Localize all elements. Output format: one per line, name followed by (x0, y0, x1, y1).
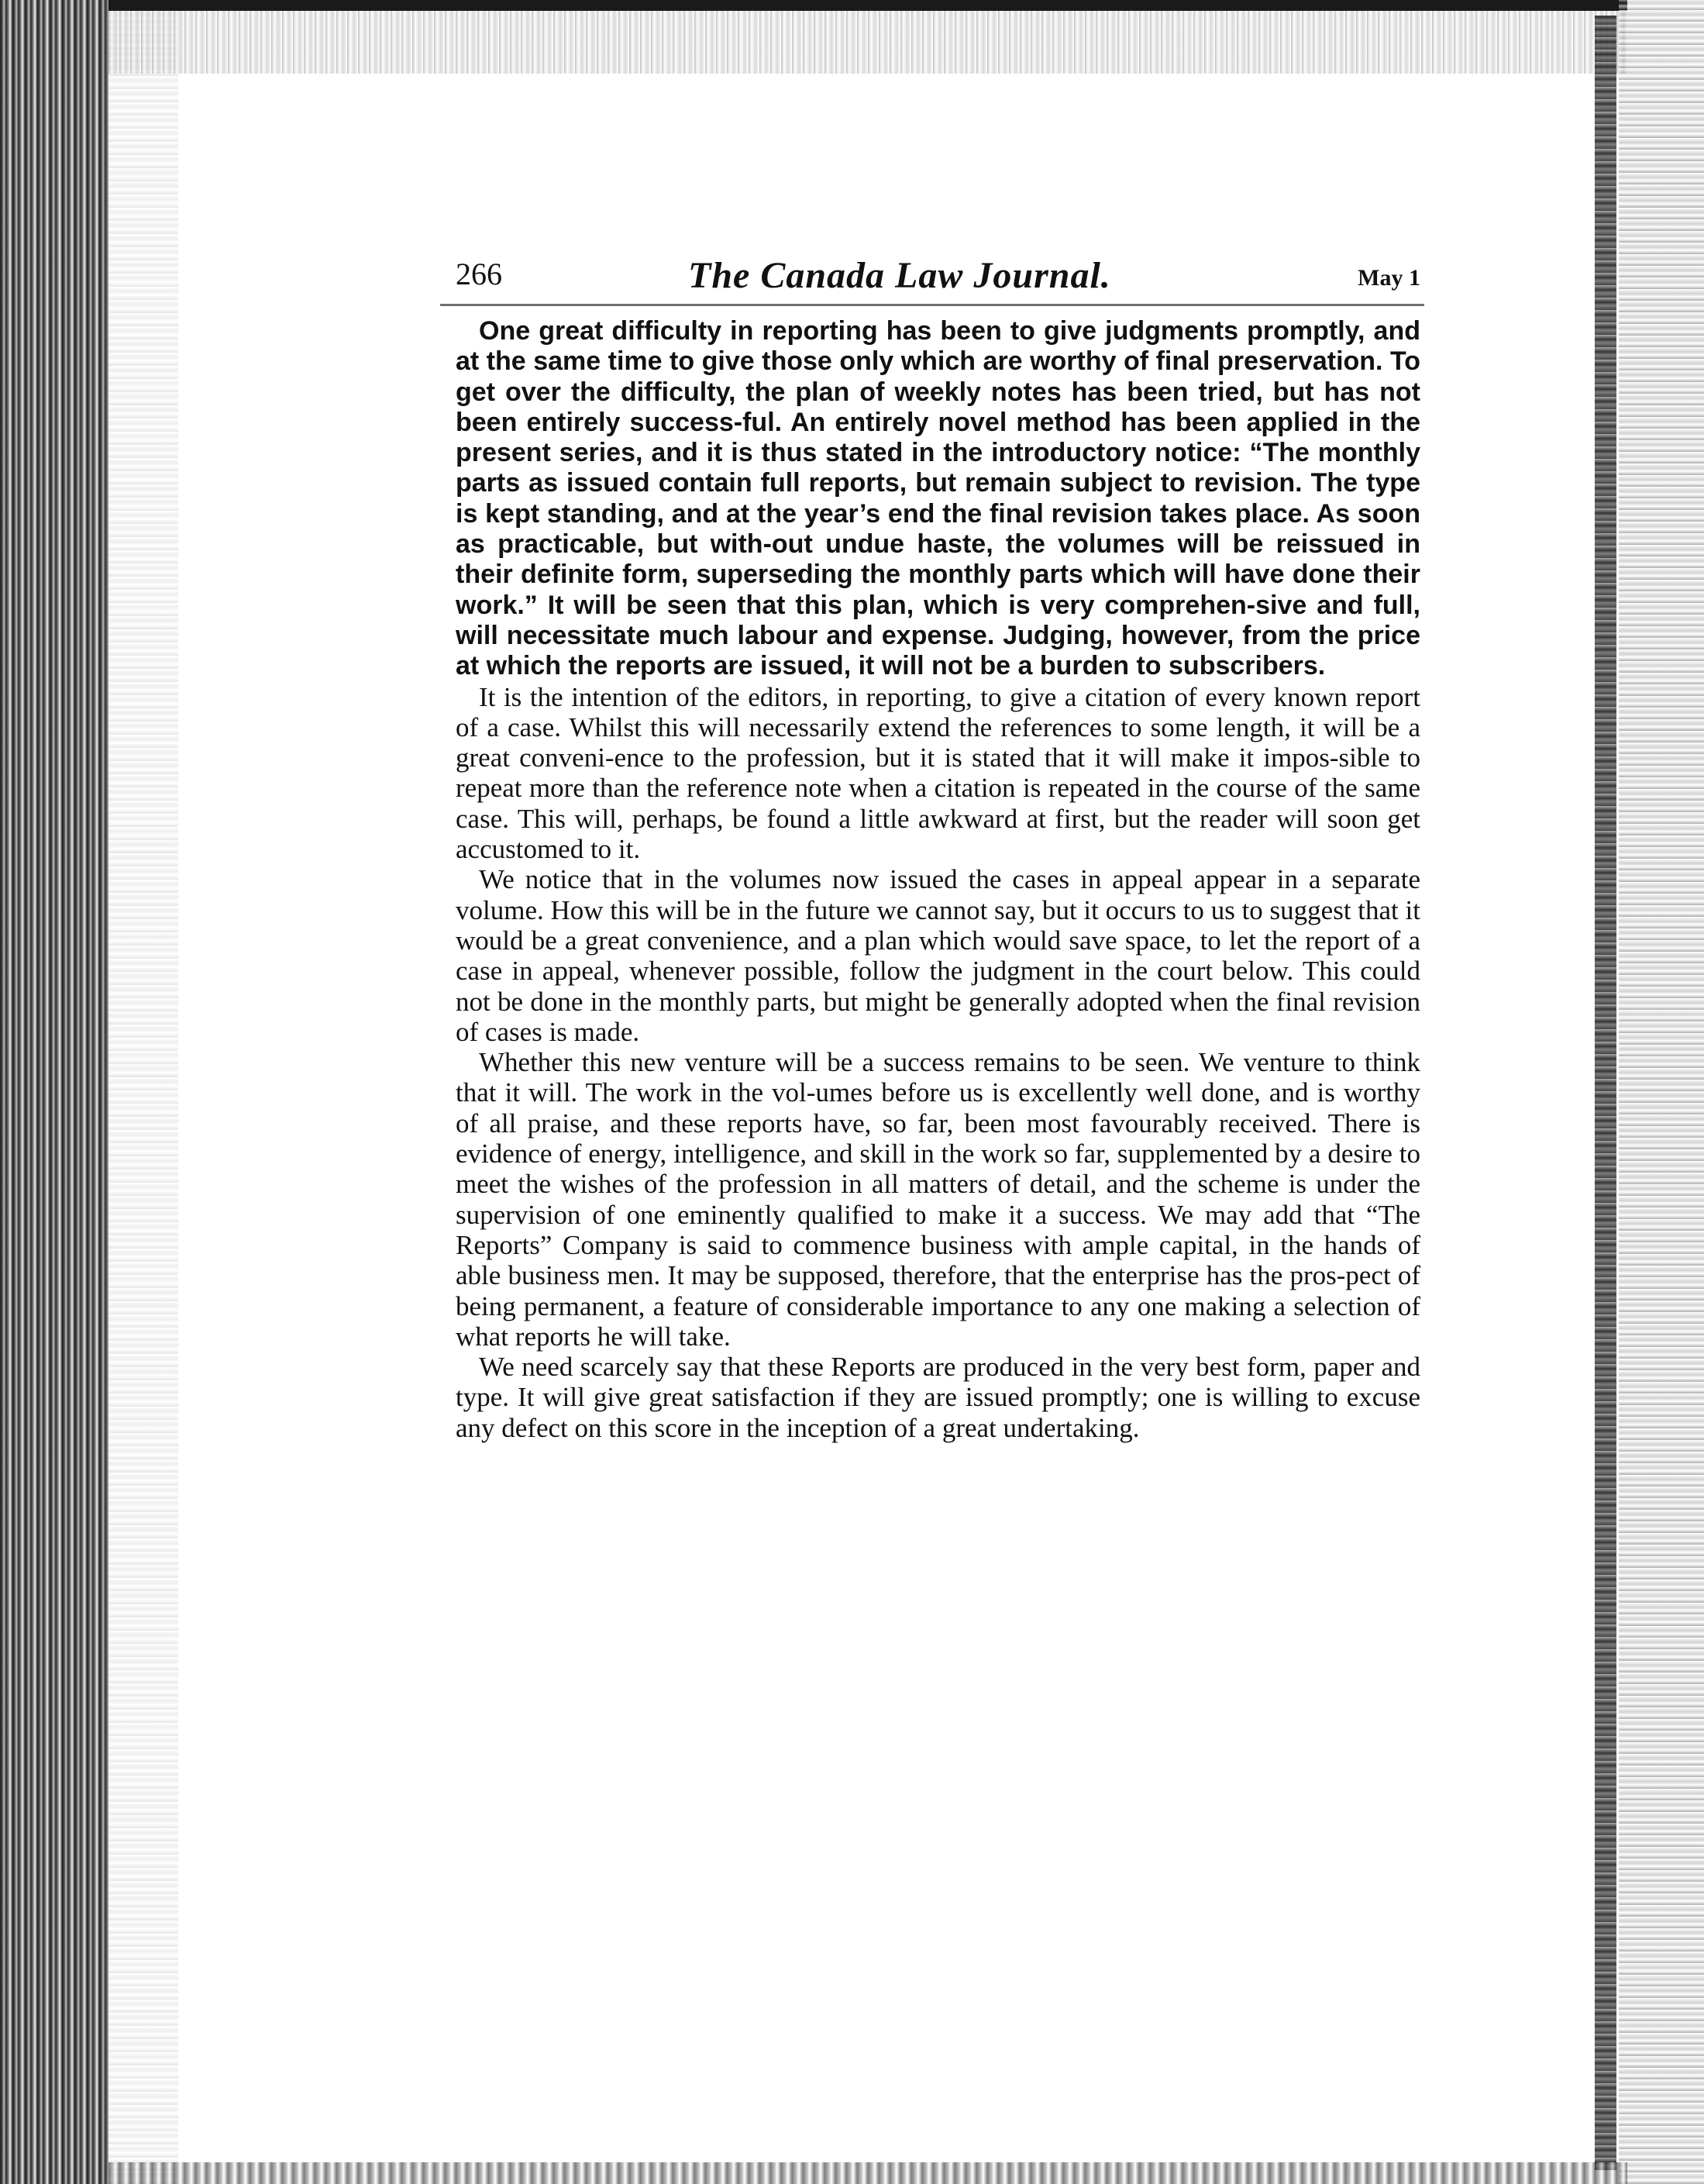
scan-edge-left (0, 0, 108, 2184)
scan-edge-left-fade (108, 0, 178, 2184)
scan-edge-top (108, 0, 1627, 74)
paragraph-5: We need scarcely say that these Reports are produced in the very best form, paper and type. It will give great satisfaction if they are issued promptly; one is willing to excuse any defect on this score in the inception of a great undertaking. (456, 1352, 1420, 1443)
page-number: 266 (456, 257, 502, 291)
header-rule (440, 304, 1424, 306)
scan-edge-right-dark (1595, 16, 1616, 2170)
paragraph-3: We notice that in the volumes now issued the cases in appeal appear in a separate volume. How this will be in the future we cannot say, but it occurs to us to suggest that it would be a great convenience, and a plan which would save space, to let the report of a case in appeal, whenever possible, follow the judgment in the court below. This could not be done in the monthly parts, but might be generally adopted when the final revision of cases is made. (456, 864, 1420, 1047)
paragraph-2: It is the intention of the editors, in reporting, to give a citation of every known report of a case. Whilst this will necessarily extend the references to some length, it will be a great conveni-ence to the profession, but it is stated that it will make it impos-sible to repeat more than the reference note when a citation is repeated in the course of the same case. This will, perhaps, be found a little awkward at first, but the reader will soon get accustomed to it. (456, 681, 1420, 865)
article-body (456, 316, 1420, 1443)
header-date: May 1 (1358, 265, 1420, 291)
page-header (456, 256, 1420, 302)
paragraph-1: One great difficulty in reporting has been to give judgments promptly, and at the same time to give those only which are worthy of final preservation. To get over the difficulty, the plan of weekly notes has been tried, but has not been entirely success-ful. An entirely novel method has been applied in the present series, and it is thus stated in the introductory notice: “The monthly parts as issued contain full reports, but remain subject to revision. The type is kept standing, and at the year’s end the final revision takes place. As soon as practicable, but with-out undue haste, the volumes will be reissued in their definite form, superseding the monthly parts which will have done their work.” It will be seen that this plan, which is very comprehen-sive and full, will necessitate much labour and expense. Judging, however, from the price at which the reports are issued, it will not be a burden to subscribers. (456, 316, 1420, 681)
paragraph-4: Whether this new venture will be a success remains to be seen. We venture to think that it will. The work in the vol-umes before us is excellently well done, and is worthy of all praise, and these reports have, so far, been most favourably received. There is evidence of energy, intelligence, and skill in the work so far, supplemented by a desire to meet the wishes of the profession in all matters of detail, and the scheme is under the supervision of one eminently qualified to make it a success. We may add that “The Reports” Company is said to commence business with ample capital, in the hands of able business men. It may be supposed, therefore, that the enterprise has the pros-pect of being permanent, a feature of considerable importance to any one making a selection of what reports he will take. (456, 1047, 1420, 1352)
scan-edge-bottom (108, 2162, 1627, 2184)
scan-edge-top-line (108, 0, 1627, 11)
journal-title: The Canada Law Journal. (688, 255, 1111, 296)
scan-edge-right (1619, 0, 1704, 2184)
